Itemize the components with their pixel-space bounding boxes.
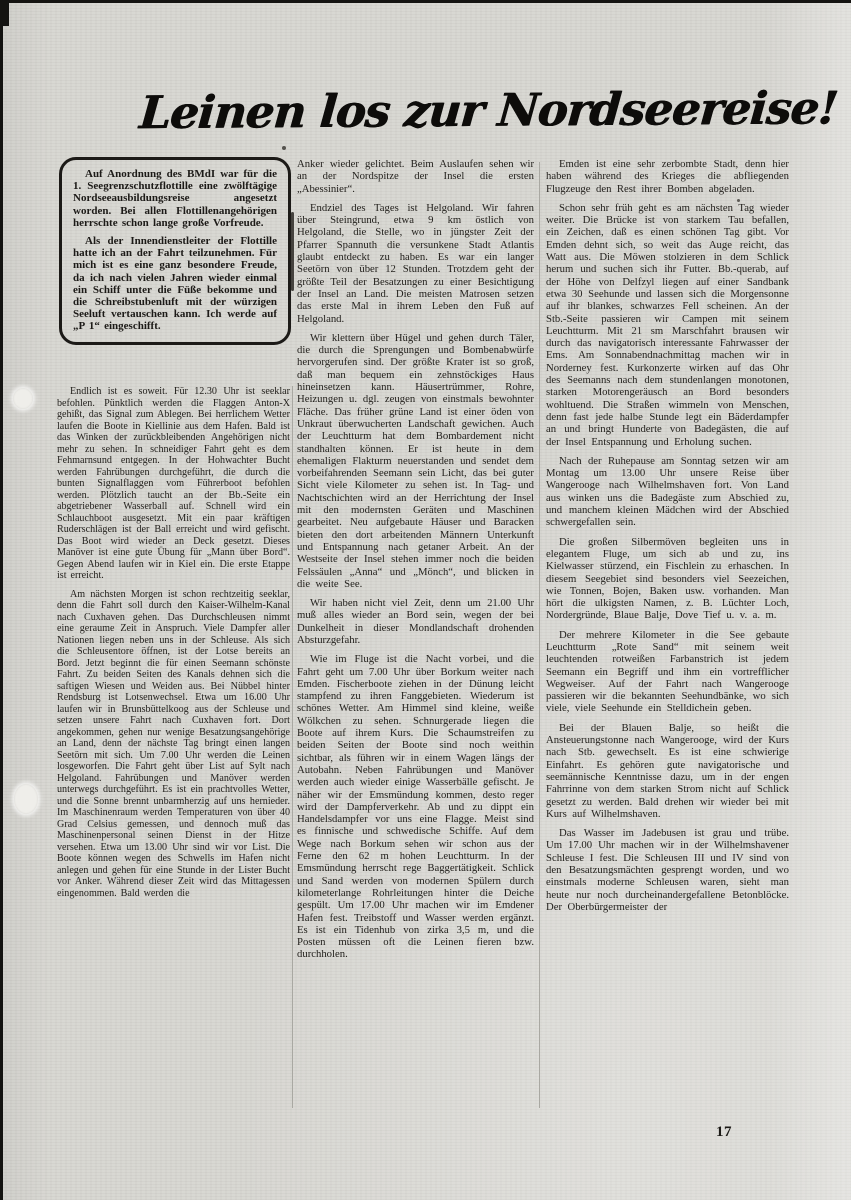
scan-edge-left bbox=[0, 0, 3, 1200]
paragraph: Wir haben nicht viel Zeit, denn um 21.00 Uhr muß alles wieder an Bord sein, wegen der bei Dunkelheit in dieser Mondlandschaft drohenden Absturzgefahr. bbox=[297, 597, 534, 646]
intro-paragraph: Als der Innendienstleiter der Flottille hatte ich an der Fahrt teilzunehmen. Für mich ist es eine ganz besondere Freude, da ich nach vielen Jahren wieder einmal ein Schiff unter die Füße bekomme und die Schreibstubenluft mit der würzigen Seeluft vertauschen kann. Ich werde auf „P 1“ eingeschifft. bbox=[73, 235, 277, 333]
paragraph: Bei der Blauen Balje, so heißt die Ansteuerungstonne nach Wangerooge, wird der Kurs nach Stb. gewechselt. Es ist eine schwierige Einfahrt. Es gehören gute navigatorische und seemännische Kenntnisse dazu, um in der engen Fahrrinne von dem starken Strom nicht auf Schlick gesetzt zu werden. Bald drehen wir wieder bei mit Kurs auf Wilhelmshaven. bbox=[546, 721, 789, 820]
punch-hole-bottom bbox=[14, 784, 38, 814]
paragraph: Schon sehr früh geht es am nächsten Tag wieder weiter. Die Brücke ist von starkem Tau befallen, ein Zeichen, daß es einen schönen Tag gibt. Vor Emden dehnt sich, so weit das Auge reicht, das Watt aus. Die Möwen stolzieren in dem Schlick herum und suchen sich ihr Futter. Bb.-querab, auf der Höhe von Delfzyl liegen auf einer Sandbank etwa 30 Seehunde und lassen sich die Morgensonne auf ihr blankes, schwarzes Fell scheinen. An der Stb.-Seite passieren wir Campen mit seinem Leuchtturm. Mit 21 sm Marschfahrt brausen wir durch das navigatorisch interessante Fahrwasser der Ems. Am Sonnabendnachmittag machen wir in Norderney fest. Kurkonzerte wirken auf das Ohr des Seemanns nach dem stundenlangen monotonen, starken Motorengeräusch an Bord besonders wohltuend. Die Straßen wimmeln von Menschen, denn fast jede halbe Stunde legt ein Bäderdampfer an und bringt Hunderte von Badegästen, die auf der Insel Entspannung und Erholung suchen. bbox=[546, 201, 789, 448]
text-column-2 bbox=[297, 158, 534, 968]
paragraph: Nach der Ruhepause am Sonntag setzen wir am Montag um 13.00 Uhr unsere Reise über Wangerooge nach Wilhelmshaven fort. Von Land aus winken uns die Badegäste zum Abschied zu, und manchem kleinen Mädchen wird der Abschied schwergefallen sein. bbox=[546, 454, 789, 529]
paragraph: Emden ist eine sehr zerbombte Stadt, denn hier haben während des Krieges die abfliegenden Flugzeuge den Rest ihrer Bomben abgeladen. bbox=[546, 158, 789, 195]
paragraph: Das Wasser im Jadebusen ist grau und trübe. Um 17.00 Uhr machen wir in der Wilhelmshavener Schleuse I fest. Die Schleusen III und IV sind von den Besatzungsmächten gesprengt worden, und wo einstmals moderne Schleusen waren, sieht man heute nur noch durcheinandergefallene Betonblöcke. Der Oberbürgermeister der bbox=[546, 827, 789, 913]
paragraph: Am nächsten Morgen ist schon rechtzeitig seeklar, denn die Fahrt soll durch den Kaiser-Wilhelm-Kanal nach Cuxhaven gehen. Das Durchschleusen nimmt eine geraume Zeit in Anspruch. Viele Dampfer aller Nationen liegen neben uns in der Schleuse. Als sich die Schleusentore öffnen, ist der Lotse bereits an Bord. Jetzt beginnt die für einen Seemann schönste Fahrt. Zu beiden Seiten des Kanals dehnen sich die saftigen Wiesen und Weiden aus. Bei Nübbel hinter Rendsburg ist Lotsenwechsel. Etwa um 16.00 Uhr laufen wir in Brunsbüttelkoog aus der Schleuse und setzen unsere Fahrt nach Cuxhaven fort. Dort angekommen, gehen nur wenige Besatzungsangehörige an Land, denn der nächste Tag bringt einen langen Seetörn mit sich. Um 7.00 Uhr werden die Leinen losgeworfen. Die Fahrt geht über List auf Sylt nach Helgoland. Fahrübungen und Manöver werden unterwegs durchgeführt. Es ist ein prachtvolles Wetter, und die Sonne brennt unbarmherzig auf uns hernieder. Im Maschinenraum werden Temperaturen von über 40 Grad Celsius gemessen, und dennoch muß das Maschinenpersonal seinen Dienst in der Hitze versehen. Etwa um 13.00 Uhr sind wir vor List. Die Boote können wegen des Schwells im Hafen nicht anlegen und gehen für eine Stunde in der Lister Bucht vor Anker. Während dieser Zeit wird das Mittagessen eingenommen. Bald werden die bbox=[57, 588, 290, 899]
ink-speck bbox=[282, 146, 286, 150]
paragraph: Wir klettern über Hügel und gehen durch Täler, die durch die Sprengungen und Bombenabwürfe hervorgerufen sind. Der größte Krater ist so groß, daß man bequem ein zehnstöckiges Haus hineinsetzen kann. Häusertrümmer, Rohre, Heizungen u. dgl. zeugen von einstmals bewohnter Fläche. Das früher grüne Land ist einer öden von Unkraut überwucherten Landschaft gewichen. Auch der Leuchtturm hat dem Bombardement nicht standhalten können. Er ist heute in dem ehemaligen Flakturm neuerstanden und sendet dem vorbeifahrenden Seemann sein Licht, das bei guter Sicht viele Kilometer zu sehen ist. In Tag- und Nachtschichten wird an der Herrichtung der Insel mit den modernsten Geräten und Maschinen gearbeitet. Neu aufgebaute Häuser und Baracken bieten den dort arbeitenden Männern Unterkunft und Entspannung nach getaner Arbeit. An der Westseite der Insel stehen immer noch die beiden Felssäulen „Anna“ und „Mönch“, und blicken in die weite See. bbox=[297, 331, 534, 590]
scan-edge-top bbox=[0, 0, 851, 3]
paragraph: Endlich ist es soweit. Für 12.30 Uhr ist seeklar befohlen. Pünktlich werden die Flaggen Anton-X gehißt, das Signal zum Ablegen. Bei herrlichem Wetter laufen die Boote in Kiellinie aus dem Hafen. Bald ist das Winken der zurückbleibenden Angehörigen nicht mehr zu sehen. In schneidiger Fahrt geht es dem Fehmarnsund entgegen. In der Hohwachter Bucht werden Fahrübungen durchgeführt, die durch die bunten Signalflaggen vom Führerboot befohlen werden. Plötzlich taucht an der Bb.-Seite ein abgetriebener Wasserball auf. Schnell wird ein Schlauchboot ausgesetzt. Mit ein paar kräftigen Ruderschlägen ist der Ball erreicht und wird gefischt. Das Boot wird wieder an Deck gesetzt. Dieses Manöver ist eine gute Übung für „Mann über Bord“. Gegen Abend laufen wir in Kiel ein. Die erste Etappe ist erreicht. bbox=[57, 386, 290, 581]
paragraph: Die großen Silbermöven begleiten uns in elegantem Fluge, um sich ab und zu, ins Kielwasser stürzend, ein Fischlein zu erhaschen. In diesem Seegebiet sind besonders viel Seezeichen, wie Tonnen, Bojen, Baken usw. vorhanden. Man hört die ulkigsten Namen, z. B. Lüchter Loch, Nordergründe, Blaue Balje, Dove Tief u. v. a. m. bbox=[546, 535, 789, 622]
column-rule bbox=[292, 386, 293, 1108]
column-rule bbox=[539, 162, 540, 1108]
text-column-3 bbox=[546, 158, 789, 920]
scan-edge-corner bbox=[0, 0, 9, 26]
ink-smudge bbox=[291, 212, 294, 291]
intro-box bbox=[59, 157, 291, 345]
punch-hole-top bbox=[13, 388, 33, 409]
paragraph: Endziel des Tages ist Helgoland. Wir fahren über Steingrund, etwa 9 km östlich von Helgoland, die Stelle, wo in jüngster Zeit der Pfarrer Spannuth die versunkene Stadt Atlantis glaubt entdeckt zu haben. Es war ein langer Seetörn von über 12 Stunden. Trotzdem geht der größte Teil der Besatzungen zu einer Besichtigung der Insel an Land. Die meisten Matrosen setzen das erste Mal in ihrem Leben den Fuß auf Helgoland. bbox=[297, 201, 534, 325]
page-number: 17 bbox=[716, 1124, 732, 1140]
article-title: Leinen los zur Nordseereise! bbox=[137, 81, 840, 140]
paragraph: Der mehrere Kilometer in die See gebaute Leuchtturm „Rote Sand“ mit seinem weit leuchtenden rotweißen Farbanstrich ist jedem Seemann ein Begriff und ihm ein vortrefflicher Wegweiser. Auf der Fahrt nach Wangerooge passieren wir die bekannten Seehundbänke, wo sich viele, viele Seehunde ein Stelldichein geben. bbox=[546, 628, 789, 715]
intro-paragraph: Auf Anordnung des BMdI war für die 1. Seegrenzschutzflottille eine zwölftägige Nordseeausbildungsreise angesetzt worden. Bei allen Flottillenangehörigen herrschte schon lange große Vorfreude. bbox=[73, 168, 277, 229]
paragraph: Wie im Fluge ist die Nacht vorbei, und die Fahrt geht um 7.00 Uhr über Borkum weiter nach Emden. Fischerboote ziehen in der Dünung leicht stampfend zu ihren Fanggebieten. Wiederum ist schönes Wetter. Am Himmel sind kleine, weiße Wölkchen zu sehen. Schnurgerade liegen die Boote auf ihrem Kurs. Die Schaumstreifen zu beiden Seiten der Boote sind noch weithin sichtbar, als führen wir in einem Wagen längs der Autobahn. Neben Fahrübungen und Manöver werden auch wieder einige Wasserbälle gefischt. Je näher wir der Emsmündung kommen, desto reger wird der Dampferverkehr. Ab und zu dippt ein Handelsdampfer vor uns eine Flagge. Meist sind es finnische und schwedische Schiffe. Auf dem Wege nach Borkum sehen wir schon aus der Ferne den 62 m hohen Leuchtturm. In der Emsmündung herrscht rege Baggertätigkeit. Schlick und Sand werden von modernen Spülern durch kilometerlange Rohrleitungen hinter die Deiche gespült. Um 17.00 Uhr machen wir im Emdener Hafen fest. Treibstoff und Wasser werden ergänzt. Es ist ein Tidenhub von zirka 3,5 m, und die Posten müssen oft die Leinen fieren bzw. durchholen. bbox=[297, 653, 534, 961]
paragraph-continuation: Anker wieder gelichtet. Beim Auslaufen sehen wir an der Nordspitze der Insel die ersten „Abessinier“. bbox=[297, 158, 534, 195]
text-column-1 bbox=[57, 386, 290, 906]
